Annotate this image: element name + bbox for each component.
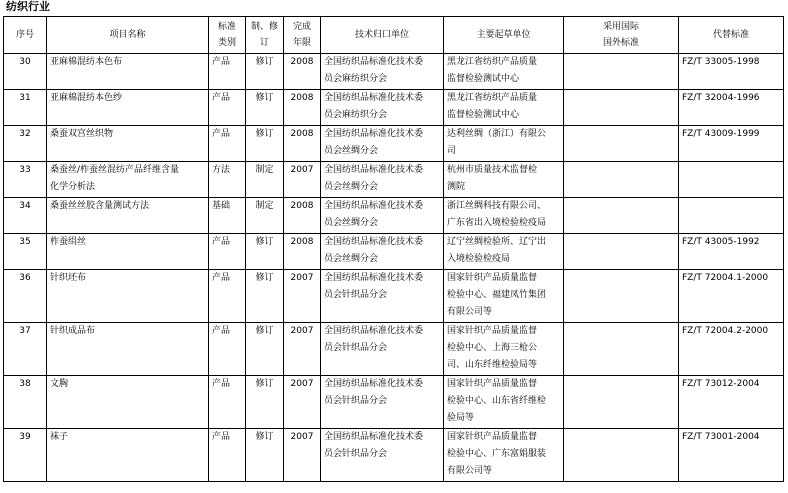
cell-replace: FZ/T 43009-1999 bbox=[679, 126, 784, 162]
cell-intl bbox=[564, 54, 679, 90]
cell-year: 2007 bbox=[284, 323, 321, 376]
cell-revise: 修订 bbox=[246, 323, 284, 376]
table-row bbox=[4, 376, 784, 429]
cell-drafter: 浙江丝绸科技有限公司、 广东省出入境检验检疫局 bbox=[444, 198, 564, 234]
cell-year: 2007 bbox=[284, 376, 321, 429]
cell-dept: 全国纺织品标准化技术委 员会针织品分会 bbox=[321, 270, 444, 323]
cell-intl bbox=[564, 198, 679, 234]
table-row bbox=[4, 54, 784, 90]
header-dept: 技术归口单位 bbox=[321, 17, 444, 54]
cell-dept: 全国纺织品标准化技术委 员会丝绸分会 bbox=[321, 162, 444, 198]
header-seq: 序号 bbox=[4, 17, 47, 54]
table-row bbox=[4, 126, 784, 162]
cell-intl bbox=[564, 90, 679, 126]
cell-replace: FZ/T 33005-1998 bbox=[679, 54, 784, 90]
cell-name: 亚麻棉混纺本色布 bbox=[47, 54, 209, 90]
cell-revise: 修订 bbox=[246, 126, 284, 162]
cell-drafter: 辽宁丝绸检验所、辽宁出 入境检验检疫局 bbox=[444, 234, 564, 270]
header-revise: 制、修 订 bbox=[246, 17, 284, 54]
cell-category: 基础 bbox=[209, 198, 246, 234]
cell-category: 产品 bbox=[209, 376, 246, 429]
cell-category: 产品 bbox=[209, 54, 246, 90]
cell-seq: 38 bbox=[4, 376, 47, 429]
cell-dept: 全国纺织品标准化技术委 员会针织品分会 bbox=[321, 376, 444, 429]
header-intl: 采用国际 国外标准 bbox=[564, 17, 679, 54]
header-category: 标准 类别 bbox=[209, 17, 246, 54]
cell-year: 2008 bbox=[284, 90, 321, 126]
cell-revise: 修订 bbox=[246, 376, 284, 429]
cell-dept: 全国纺织品标准化技术委 员会丝绸分会 bbox=[321, 126, 444, 162]
cell-year: 2007 bbox=[284, 270, 321, 323]
header-drafter: 主要起草单位 bbox=[444, 17, 564, 54]
cell-name: 桑蚕双宫丝织物 bbox=[47, 126, 209, 162]
cell-replace: FZ/T 73012-2004 bbox=[679, 376, 784, 429]
cell-drafter: 黑龙江省纺织产品质量 监督检验测试中心 bbox=[444, 90, 564, 126]
cell-seq: 35 bbox=[4, 234, 47, 270]
cell-revise: 制定 bbox=[246, 162, 284, 198]
cell-intl bbox=[564, 429, 679, 482]
cell-dept: 全国纺织品标准化技术委 员会针织品分会 bbox=[321, 323, 444, 376]
cell-year: 2007 bbox=[284, 429, 321, 482]
cell-name: 桑蚕丝/柞蚕丝混纺产品纤维含量 化学分析法 bbox=[47, 162, 209, 198]
cell-intl bbox=[564, 323, 679, 376]
cell-drafter: 国家针织产品质量监督 检验中心、上海三枪公 司、山东纤维检验局等 bbox=[444, 323, 564, 376]
cell-category: 产品 bbox=[209, 90, 246, 126]
cell-seq: 30 bbox=[4, 54, 47, 90]
table-row bbox=[4, 323, 784, 376]
cell-category: 方法 bbox=[209, 162, 246, 198]
cell-drafter: 国家针织产品质量监督 检验中心、福建凤竹集团 有限公司等 bbox=[444, 270, 564, 323]
cell-revise: 修订 bbox=[246, 270, 284, 323]
cell-name: 针织成品布 bbox=[47, 323, 209, 376]
cell-drafter: 杭州市质量技术监督检 测院 bbox=[444, 162, 564, 198]
cell-replace bbox=[679, 162, 784, 198]
cell-year: 2008 bbox=[284, 54, 321, 90]
cell-dept: 全国纺织品标准化技术委 员会麻纺织分会 bbox=[321, 90, 444, 126]
cell-name: 亚麻棉混纺本色纱 bbox=[47, 90, 209, 126]
cell-category: 产品 bbox=[209, 323, 246, 376]
header-replace: 代替标准 bbox=[679, 17, 784, 54]
cell-category: 产品 bbox=[209, 270, 246, 323]
cell-replace: FZ/T 43005-1992 bbox=[679, 234, 784, 270]
cell-intl bbox=[564, 126, 679, 162]
cell-seq: 34 bbox=[4, 198, 47, 234]
cell-seq: 36 bbox=[4, 270, 47, 323]
table-row bbox=[4, 234, 784, 270]
section-title: 纺织行业 bbox=[6, 0, 50, 13]
cell-replace: FZ/T 72004.2-2000 bbox=[679, 323, 784, 376]
cell-name: 针织坯布 bbox=[47, 270, 209, 323]
cell-drafter: 国家针织产品质量监督 检验中心、山东省纤维检 验局等 bbox=[444, 376, 564, 429]
cell-seq: 31 bbox=[4, 90, 47, 126]
cell-name: 袜子 bbox=[47, 429, 209, 482]
cell-year: 2007 bbox=[284, 162, 321, 198]
cell-dept: 全国纺织品标准化技术委 员会针织品分会 bbox=[321, 429, 444, 482]
cell-drafter: 黑龙江省纺织产品质量 监督检验测试中心 bbox=[444, 54, 564, 90]
standards-table bbox=[3, 16, 784, 482]
cell-replace: FZ/T 72004.1-2000 bbox=[679, 270, 784, 323]
cell-intl bbox=[564, 270, 679, 323]
table-row bbox=[4, 162, 784, 198]
cell-name: 文胸 bbox=[47, 376, 209, 429]
cell-revise: 修订 bbox=[246, 54, 284, 90]
cell-revise: 修订 bbox=[246, 90, 284, 126]
cell-replace bbox=[679, 198, 784, 234]
cell-revise: 修订 bbox=[246, 429, 284, 482]
cell-year: 2008 bbox=[284, 234, 321, 270]
cell-drafter: 国家针织产品质量监督 检验中心、广东富娟服装 有限公司等 bbox=[444, 429, 564, 482]
cell-intl bbox=[564, 162, 679, 198]
cell-revise: 修订 bbox=[246, 234, 284, 270]
cell-seq: 39 bbox=[4, 429, 47, 482]
table-row bbox=[4, 429, 784, 482]
cell-intl bbox=[564, 376, 679, 429]
cell-dept: 全国纺织品标准化技术委 员会麻纺织分会 bbox=[321, 54, 444, 90]
cell-category: 产品 bbox=[209, 126, 246, 162]
cell-name: 柞蚕绢丝 bbox=[47, 234, 209, 270]
header-row bbox=[4, 17, 784, 54]
cell-dept: 全国纺织品标准化技术委 员会丝绸分会 bbox=[321, 198, 444, 234]
cell-dept: 全国纺织品标准化技术委 员会丝绸分会 bbox=[321, 234, 444, 270]
cell-category: 产品 bbox=[209, 234, 246, 270]
cell-intl bbox=[564, 234, 679, 270]
cell-revise: 制定 bbox=[246, 198, 284, 234]
table-row bbox=[4, 270, 784, 323]
cell-name: 桑蚕丝丝胶含量测试方法 bbox=[47, 198, 209, 234]
header-name: 项目名称 bbox=[47, 17, 209, 54]
cell-year: 2008 bbox=[284, 198, 321, 234]
cell-drafter: 达利丝绸（浙江）有限公 司 bbox=[444, 126, 564, 162]
cell-seq: 32 bbox=[4, 126, 47, 162]
header-year: 完成 年限 bbox=[284, 17, 321, 54]
cell-category: 产品 bbox=[209, 429, 246, 482]
cell-seq: 33 bbox=[4, 162, 47, 198]
table-row bbox=[4, 90, 784, 126]
cell-replace: FZ/T 32004-1996 bbox=[679, 90, 784, 126]
table-row bbox=[4, 198, 784, 234]
cell-year: 2008 bbox=[284, 126, 321, 162]
cell-seq: 37 bbox=[4, 323, 47, 376]
cell-replace: FZ/T 73001-2004 bbox=[679, 429, 784, 482]
